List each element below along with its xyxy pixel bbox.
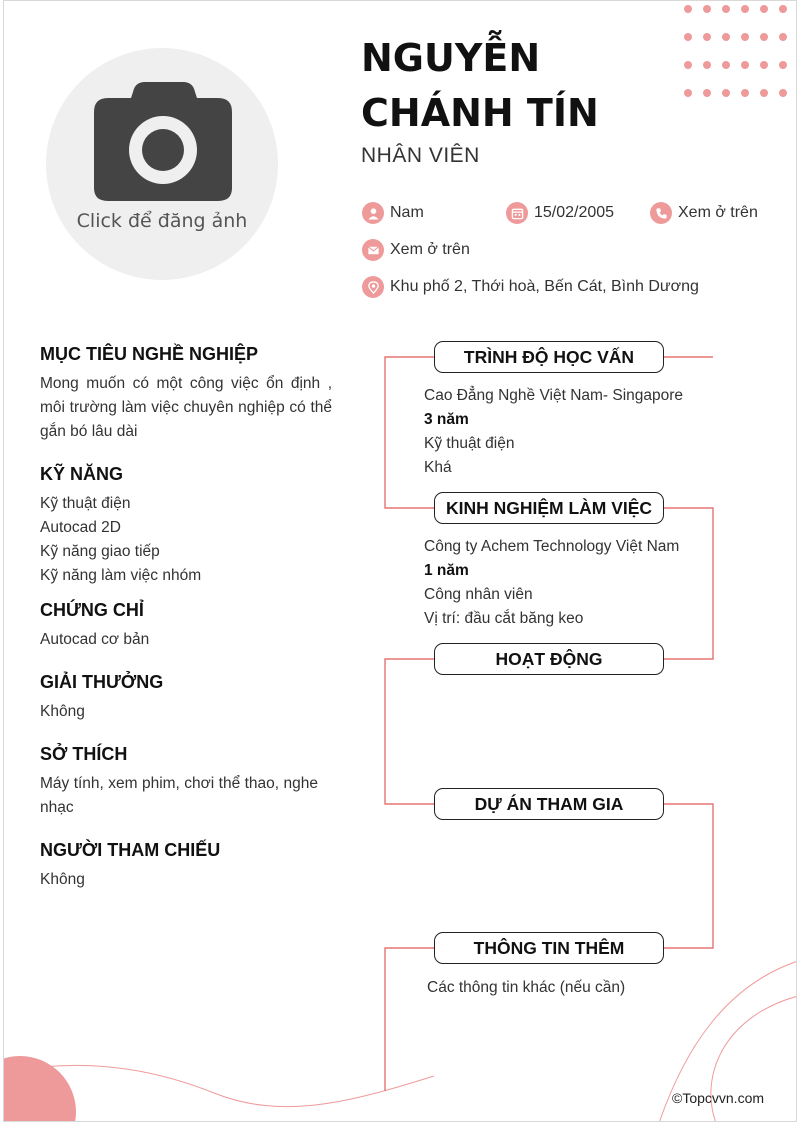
education-major: Kỹ thuật điện [424,435,515,452]
skill-item: Kỹ năng giao tiếp [40,543,160,560]
experience-duration: 1 năm [424,562,469,579]
experience-title: KINH NGHIỆM LÀM VIỆC [434,492,664,524]
location-pin-icon [362,276,384,298]
awards-text: Không [40,703,85,720]
awards-title: GIẢI THƯỞNG [40,672,164,692]
candidate-name [361,31,661,141]
birthday-value: 15/02/2005 [534,204,615,221]
objective-text: Mong muốn có một công việc ổn định , môi trường làm việc chuyên nghiệp có thể gắn bó lâu dài [40,375,332,440]
education-duration: 3 năm [424,411,469,428]
skill-item: Kỹ thuật điện [40,495,131,512]
footer-credit: ©Topcvvn.com [672,1090,765,1106]
experience-position: Vị trí: đầu cắt băng keo [424,610,584,627]
address-value: Khu phố 2, Thới hoà, Bến Cát, Bình Dương [390,278,699,295]
objective-title: MỤC TIÊU NGHỀ NGHIỆP [40,344,259,364]
birthday-info [506,202,614,224]
experience-role: Công nhân viên [424,586,533,603]
projects-title: DỰ ÁN THAM GIA [434,788,664,820]
email-info [362,239,470,261]
skills-title: KỸ NĂNG [40,464,124,484]
references-title: NGƯỜI THAM CHIẾU [40,840,221,860]
email-value: Xem ở trên [390,241,470,258]
gender-value: Nam [390,204,424,221]
phone-value: Xem ở trên [678,204,758,221]
hobbies-title: SỞ THÍCH [40,744,128,764]
skill-item: Kỹ năng làm việc nhóm [40,567,202,584]
gender-info [362,202,424,224]
photo-upload-label: Click để đăng ảnh [76,210,248,232]
activities-title: HOẠT ĐỘNG [434,643,664,675]
references-text: Không [40,871,85,888]
extra-info-title: THÔNG TIN THÊM [434,932,664,964]
name-line-2: CHÁNH TÍN [361,91,599,135]
phone-info [650,202,758,224]
calendar-icon [506,202,528,224]
camera-icon [93,80,233,202]
user-icon [362,202,384,224]
cv-page [3,0,797,1122]
skills-list [40,492,332,588]
name-line-1: NGUYỄN [361,36,541,80]
hobbies-text: Máy tính, xem phim, chơi thể thao, nghe nhạc [40,775,318,816]
education-grade: Khá [424,459,452,476]
education-details [424,384,683,480]
address-info [362,276,699,298]
education-school: Cao Đẳng Nghề Việt Nam- Singapore [424,387,684,404]
mail-icon [362,239,384,261]
skill-item: Autocad 2D [40,519,121,536]
extra-info-text: Các thông tin khác (nếu cần) [427,979,626,996]
certificates-text: Autocad cơ bản [40,631,150,648]
certificates-title: CHỨNG CHỈ [40,600,144,620]
phone-icon [650,202,672,224]
education-title: TRÌNH ĐỘ HỌC VẤN [434,341,664,373]
experience-company: Công ty Achem Technology Việt Nam [424,538,680,555]
experience-details [424,535,679,631]
photo-upload[interactable] [46,48,278,280]
job-title: NHÂN VIÊN [361,144,480,167]
